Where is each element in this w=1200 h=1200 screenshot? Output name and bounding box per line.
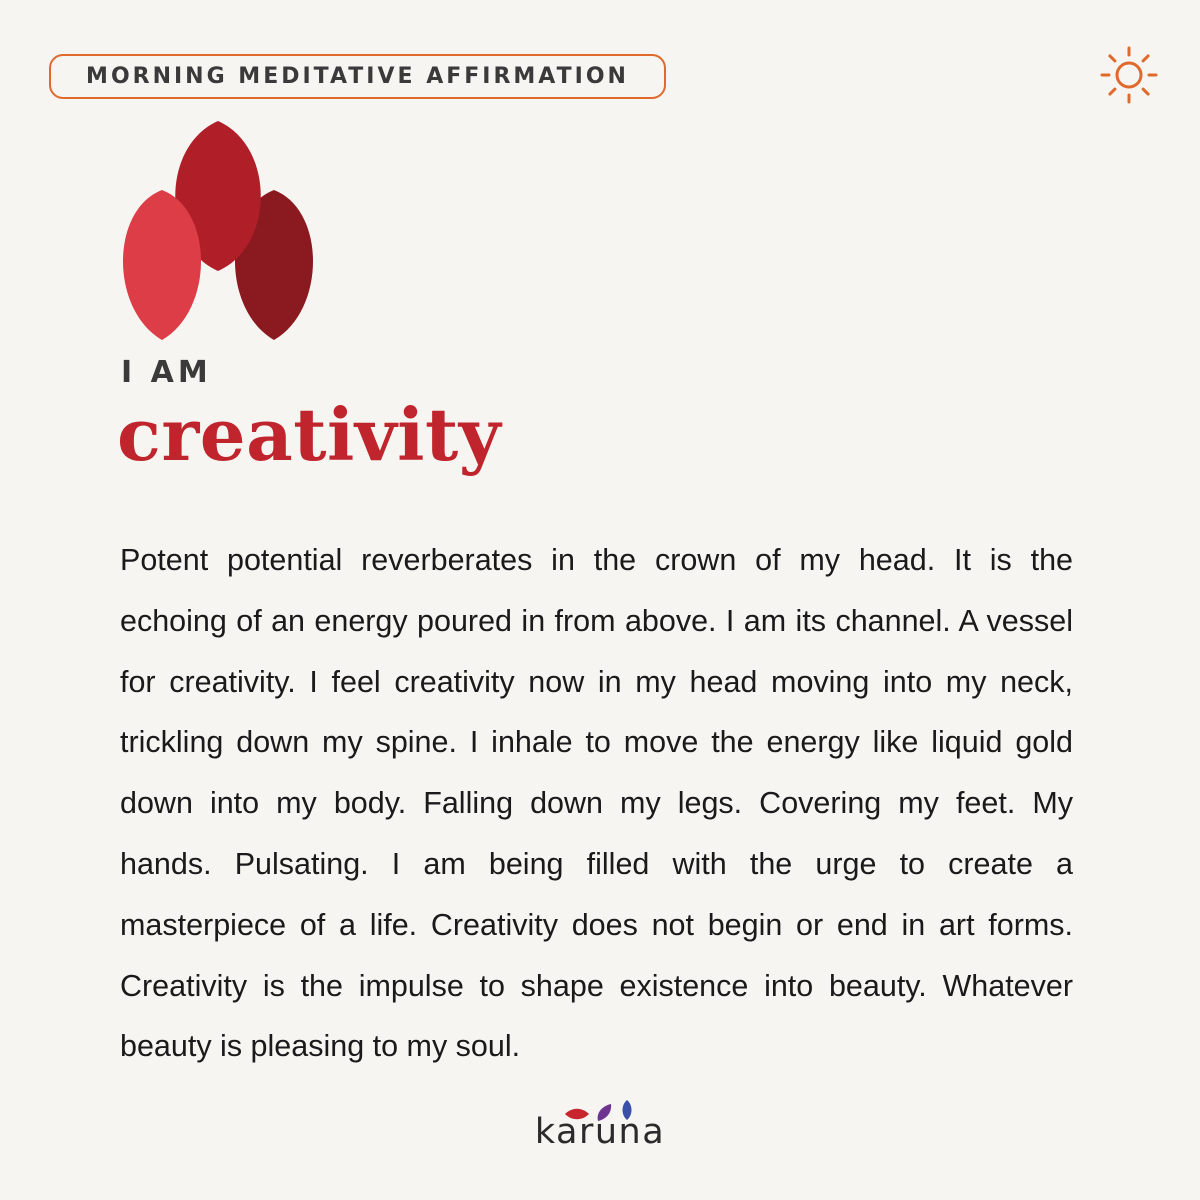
sun-icon — [1096, 42, 1162, 108]
petals-icon — [112, 118, 324, 346]
affirmation-category-badge — [49, 54, 666, 99]
brand-logo — [532, 1092, 668, 1158]
affirmation-prefix: I AM — [121, 355, 212, 390]
affirmation-category-label: MORNING MEDITATIVE AFFIRMATION — [86, 64, 629, 89]
affirmation-body: Potent potential reverberates in the crown of my head. It is the echoing of an energy poured in from above. I am its channel. A vessel for creativity. I feel creativity now in my head moving into my neck, trickling down my spine. I inhale to move the energy like liquid gold down into my body. Falling down my legs. Covering my feet. My hands. Pulsating. I am being filled with the urge to create a masterpiece of a life. Creativity does not begin or end in art forms. Creativity is the impulse to shape existence into beauty. Whatever beauty is pleasing to my soul. — [120, 543, 1073, 1064]
brand-name: karuna — [534, 1112, 666, 1152]
affirmation-word: creativity — [117, 392, 502, 477]
